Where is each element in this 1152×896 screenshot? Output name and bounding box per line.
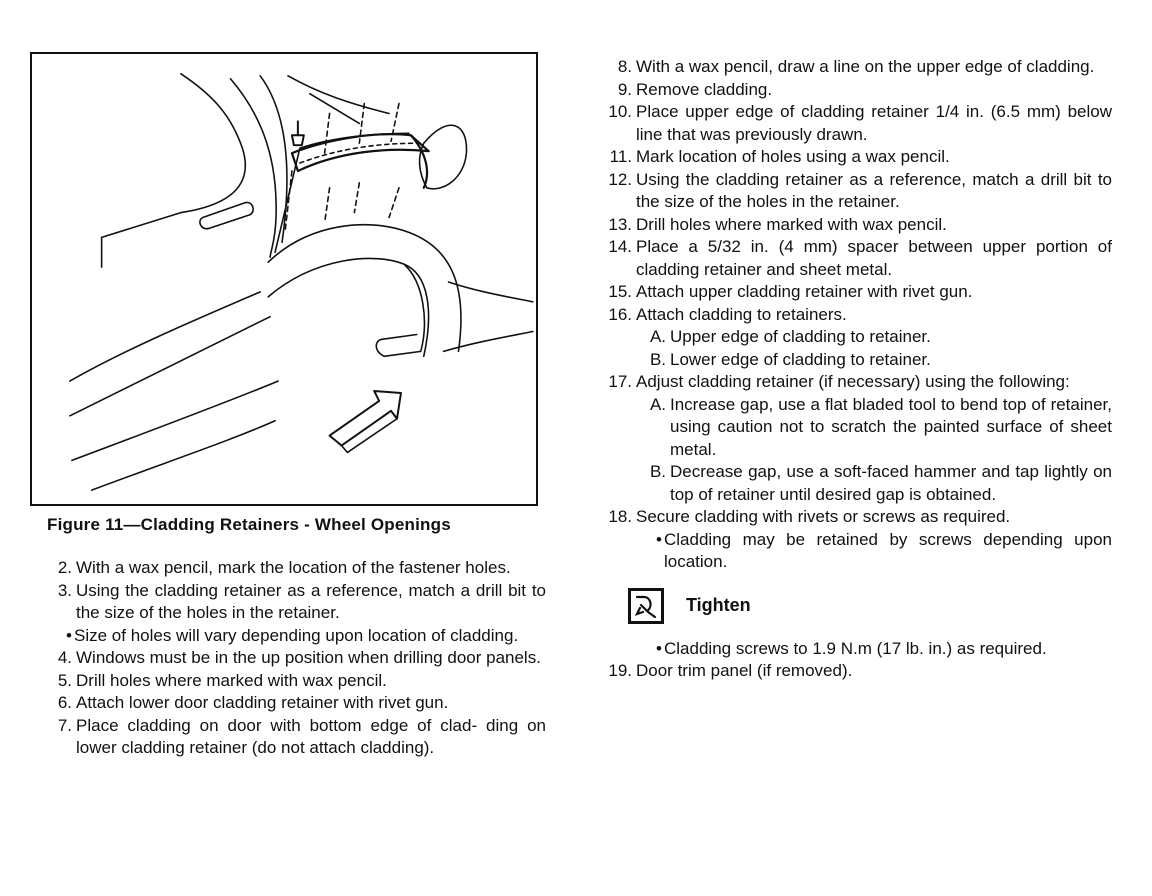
step-text: Drill holes where marked with wax pencil. bbox=[636, 214, 947, 234]
cladding-retainer-drawing bbox=[32, 54, 536, 504]
step-text: Adjust cladding retainer (if necessary) using the following: bbox=[636, 372, 1070, 391]
list-item bbox=[46, 557, 546, 580]
sub-item bbox=[600, 461, 1112, 506]
step-text: Attach upper cladding retainer with rivet gun. bbox=[636, 282, 973, 301]
step-number: 17. bbox=[608, 372, 632, 391]
list-item bbox=[600, 79, 1112, 102]
list-item bbox=[600, 146, 1112, 169]
list-item bbox=[600, 214, 1112, 237]
step-number: 4. bbox=[57, 648, 72, 667]
sub-text: Increase gap, use a flat bladed tool to bend top of retainer, using caution not to scratch the painted surface of sheet metal. bbox=[670, 394, 1112, 459]
step-text: Place upper edge of cladding retainer 1/4 in. (6.5 mm) below line that was previously drawn. bbox=[636, 102, 1112, 144]
step-number: 9. bbox=[617, 79, 632, 99]
step-number: 19. bbox=[608, 661, 632, 680]
bullet-icon: • bbox=[656, 529, 662, 549]
step-number: 11. bbox=[609, 147, 632, 166]
step-text: With a wax pencil, draw a line on the upper edge of cladding. bbox=[636, 57, 1095, 76]
sub-letter: A. bbox=[649, 327, 666, 346]
list-item bbox=[600, 371, 1112, 394]
bullet-text: Cladding may be retained by screws depending upon location. bbox=[664, 529, 1112, 571]
sub-text: Lower edge of cladding to retainer. bbox=[670, 349, 931, 369]
step-number: 13. bbox=[608, 214, 632, 234]
step-number: 7. bbox=[57, 715, 72, 735]
list-item bbox=[46, 692, 546, 715]
bullet-text: Cladding screws to 1.9 N.m (17 lb. in.) as required. bbox=[664, 638, 1047, 658]
step-text: Drill holes where marked with wax pencil. bbox=[76, 670, 387, 690]
step-number: 5. bbox=[57, 670, 72, 690]
torque-wrench-icon bbox=[628, 588, 664, 624]
sub-item bbox=[600, 349, 1112, 372]
step-number: 16. bbox=[608, 304, 632, 324]
step-text: Secure cladding with rivets or screws as required. bbox=[636, 507, 1011, 526]
sub-letter: B. bbox=[649, 462, 666, 481]
figure-caption: Figure 11—Cladding Retainers - Wheel Openings bbox=[47, 515, 451, 534]
step-text: Remove cladding. bbox=[636, 79, 773, 99]
step-number: 14. bbox=[608, 237, 632, 256]
tighten-label: Tighten bbox=[686, 595, 751, 616]
bullet-icon: • bbox=[66, 625, 72, 645]
list-item bbox=[600, 506, 1112, 529]
step-text: Place a 5/32 in. (4 mm) spacer between upper portion of cladding retainer and sheet metal. bbox=[636, 237, 1112, 279]
right-column bbox=[600, 56, 1112, 683]
bullet-note bbox=[600, 529, 1112, 574]
sub-letter: B. bbox=[649, 349, 666, 369]
list-item bbox=[600, 660, 1112, 683]
step-text: Place cladding on door with bottom edge of clad- ding on lower cladding retainer (do not attach cladding). bbox=[76, 715, 546, 757]
step-text: Using the cladding retainer as a reference, match a drill bit to the size of the holes in the retainer. bbox=[76, 580, 546, 622]
tighten-callout bbox=[628, 588, 1112, 624]
list-item bbox=[600, 169, 1112, 214]
bullet-note bbox=[46, 625, 546, 648]
list-item bbox=[46, 715, 546, 760]
step-number: 18. bbox=[608, 507, 632, 526]
list-item bbox=[46, 580, 546, 625]
step-text: Mark location of holes using a wax pencil. bbox=[636, 147, 950, 166]
step-text: Windows must be in the up position when drilling door panels. bbox=[76, 648, 541, 667]
sub-text: Upper edge of cladding to retainer. bbox=[670, 327, 931, 346]
list-item bbox=[600, 304, 1112, 327]
step-number: 15. bbox=[608, 282, 632, 301]
step-text: Using the cladding retainer as a reference, match a drill bit to the size of the holes in the retainer. bbox=[636, 169, 1112, 211]
left-column bbox=[46, 557, 546, 760]
bullet-note bbox=[600, 638, 1112, 661]
step-text: Attach cladding to retainers. bbox=[636, 304, 847, 324]
sub-item bbox=[600, 394, 1112, 462]
step-number: 12. bbox=[608, 169, 632, 189]
step-text: Attach lower door cladding retainer with rivet gun. bbox=[76, 693, 449, 712]
sub-text: Decrease gap, use a soft-faced hammer and tap lightly on top of retainer until desired gap is obtained. bbox=[670, 462, 1112, 504]
sub-item bbox=[600, 326, 1112, 349]
list-item bbox=[600, 281, 1112, 304]
list-item bbox=[600, 236, 1112, 281]
step-text: Door trim panel (if removed). bbox=[636, 661, 853, 680]
sub-letter: A. bbox=[649, 394, 666, 414]
step-number: 10. bbox=[608, 102, 632, 121]
list-item bbox=[600, 56, 1112, 79]
step-number: 8. bbox=[617, 57, 632, 76]
list-item bbox=[600, 101, 1112, 146]
step-number: 3. bbox=[57, 580, 72, 600]
figure-illustration bbox=[30, 52, 538, 506]
list-item bbox=[46, 670, 546, 693]
step-number: 6. bbox=[57, 693, 72, 712]
step-text: With a wax pencil, mark the location of the fastener holes. bbox=[76, 558, 511, 577]
bullet-icon: • bbox=[656, 638, 662, 658]
step-number: 2. bbox=[57, 558, 72, 577]
list-item bbox=[46, 647, 546, 670]
bullet-text: Size of holes will vary depending upon location of cladding. bbox=[74, 625, 519, 645]
